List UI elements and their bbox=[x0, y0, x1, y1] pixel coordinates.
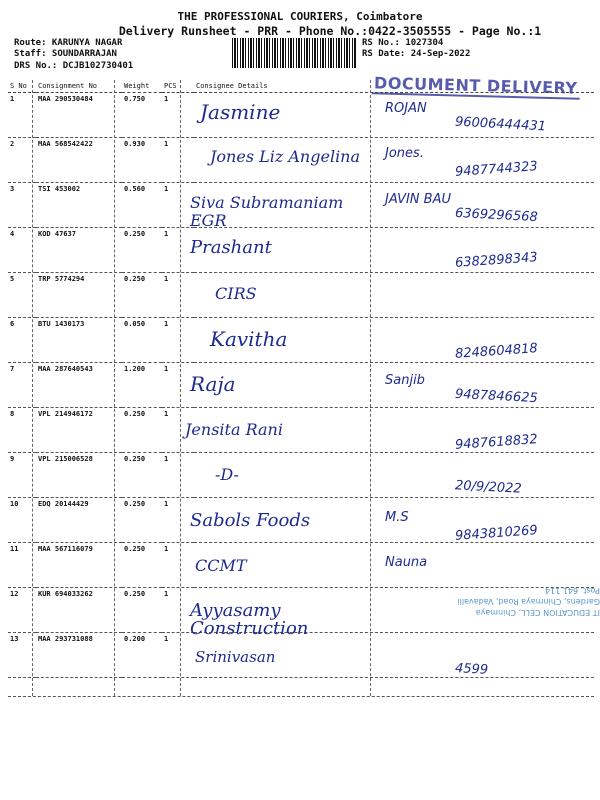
cell-consignment: MAA 568542422 bbox=[38, 140, 93, 148]
handwritten-consignee: CIRS bbox=[215, 283, 257, 303]
col-sno: S No bbox=[8, 80, 36, 93]
cell-pcs: 1 bbox=[164, 545, 169, 553]
cell-sno: 5 bbox=[10, 275, 15, 283]
cell-pcs: 1 bbox=[164, 635, 169, 643]
drs-label: DRS No.: DCJB102730401 bbox=[14, 61, 134, 71]
cell-pcs: 1 bbox=[164, 230, 169, 238]
cell-sno: 4 bbox=[10, 230, 15, 238]
cell-sno: 3 bbox=[10, 185, 15, 193]
cell-pcs: 1 bbox=[164, 320, 169, 328]
column-divider bbox=[32, 80, 33, 696]
cell-pcs: 1 bbox=[164, 185, 169, 193]
route-label: Route: KARUNYA NAGAR bbox=[14, 38, 123, 48]
table-row bbox=[8, 633, 594, 678]
handwritten-consignee: CCMT bbox=[195, 556, 247, 575]
cell-weight: 0.250 bbox=[124, 590, 146, 598]
cell-sno: 12 bbox=[10, 590, 19, 598]
cell-sno: 8 bbox=[10, 410, 15, 418]
handwritten-consignee: Jones Liz Angelina bbox=[210, 147, 361, 167]
cell-weight: 0.050 bbox=[124, 320, 146, 328]
cell-consignment: MAA 567116079 bbox=[38, 545, 93, 553]
table-header-row bbox=[8, 80, 594, 93]
cell-weight: 0.930 bbox=[124, 140, 146, 148]
cell-consignment: EDQ 20144429 bbox=[38, 500, 89, 508]
cell-consignment: KUR 694033262 bbox=[38, 590, 93, 598]
cell-consignee-area bbox=[194, 453, 594, 498]
table-bottom-rule bbox=[8, 696, 594, 697]
cell-consignment: VPL 215006528 bbox=[38, 455, 93, 463]
rs-date-label: RS Date: 24-Sep-2022 bbox=[362, 49, 471, 59]
cell-weight: 0.250 bbox=[124, 545, 146, 553]
cell-pcs: 1 bbox=[164, 95, 169, 103]
handwritten-consignee: Jensita Rani bbox=[185, 419, 283, 439]
cell-weight: 0.200 bbox=[124, 635, 146, 643]
col-weight: Weight bbox=[122, 80, 162, 93]
table-row bbox=[8, 273, 594, 318]
cell-consignment: BTU 1430173 bbox=[38, 320, 85, 328]
receiver-phone: 9843810269 bbox=[454, 522, 539, 544]
cell-consignment: TRP 5774294 bbox=[38, 275, 85, 283]
handwritten-consignee: Jasmine bbox=[200, 100, 281, 124]
receiver-signature: M.S bbox=[385, 509, 409, 525]
cell-weight: 0.250 bbox=[124, 500, 146, 508]
cell-weight: 0.250 bbox=[124, 230, 146, 238]
receiver-phone: 8248604818 bbox=[454, 341, 539, 362]
cell-sno: 1 bbox=[10, 95, 15, 103]
column-divider bbox=[180, 80, 181, 696]
cell-sno: 13 bbox=[10, 635, 19, 643]
cell-weight: 1.200 bbox=[124, 365, 146, 373]
handwritten-consignee: Siva Subramaniam EGR bbox=[190, 192, 344, 230]
column-divider bbox=[370, 80, 371, 696]
cell-consignment: MAA 293731088 bbox=[38, 635, 93, 643]
cell-weight: 0.560 bbox=[124, 185, 146, 193]
receiver-phone: 20/9/2022 bbox=[454, 478, 523, 497]
cell-weight: 0.250 bbox=[124, 410, 146, 418]
cell-sno: 6 bbox=[10, 320, 15, 328]
cell-consignment: VPL 214946172 bbox=[38, 410, 93, 418]
cell-pcs: 1 bbox=[164, 275, 169, 283]
handwritten-consignee: Raja bbox=[190, 372, 236, 397]
cell-consignment: KOD 47637 bbox=[38, 230, 76, 238]
receiver-signature: JAVIN BAU bbox=[385, 191, 451, 207]
column-divider bbox=[114, 80, 115, 696]
barcode bbox=[232, 38, 356, 68]
col-consignment: Consignment No bbox=[36, 80, 122, 93]
cell-sno: 9 bbox=[10, 455, 15, 463]
handwritten-consignee: Prashant bbox=[190, 237, 272, 259]
receiver-phone: 9487744323 bbox=[454, 159, 539, 181]
col-consignee: Consignee Details bbox=[194, 80, 594, 93]
company-title: THE PROFESSIONAL COURIERS, Coimbatore bbox=[177, 10, 423, 23]
handwritten-consignee: Ayyasamy Construction bbox=[190, 600, 309, 640]
education-cell-stamp: IT EDUCATION CELL, Chinmaya Gardens, Chinmaya Road, Vadavalli Post, 641 114 bbox=[457, 586, 600, 617]
receiver-phone: 96006444431 bbox=[454, 114, 547, 135]
cell-pcs: 1 bbox=[164, 455, 169, 463]
cell-pcs: 1 bbox=[164, 140, 169, 148]
handwritten-consignee: Kavitha bbox=[210, 327, 288, 351]
cell-pcs: 1 bbox=[164, 365, 169, 373]
cell-weight: 0.250 bbox=[124, 275, 146, 283]
receiver-phone: 4599 bbox=[454, 660, 489, 678]
handwritten-consignee: Srinivasan bbox=[195, 647, 276, 666]
cell-pcs: 1 bbox=[164, 410, 169, 418]
cell-sno: 2 bbox=[10, 140, 15, 148]
cell-sno: 10 bbox=[10, 500, 19, 508]
receiver-phone: 9487846625 bbox=[454, 387, 539, 407]
receiver-phone: 6382898343 bbox=[454, 250, 539, 272]
handwritten-consignee: Sabols Foods bbox=[190, 509, 311, 531]
cell-pcs: 1 bbox=[164, 500, 169, 508]
rs-no-label: RS No.: 1027304 bbox=[362, 38, 444, 48]
receiver-phone: 6369296568 bbox=[454, 205, 539, 225]
cell-weight: 0.750 bbox=[124, 95, 146, 103]
cell-consignment: TSI 453002 bbox=[38, 185, 81, 193]
document-delivery-stamp: DOCUMENT DELIVERY bbox=[372, 73, 580, 99]
runsheet-title: Delivery Runsheet - PRR - Phone No.:0422-3505555 - Page No.:1 bbox=[118, 24, 542, 38]
receiver-signature: ROJAN bbox=[385, 101, 427, 116]
cell-pcs: 1 bbox=[164, 590, 169, 598]
receiver-signature: Nauna bbox=[385, 555, 428, 570]
cell-consignment: MAA 287640543 bbox=[38, 365, 93, 373]
col-pcs: PCS bbox=[162, 80, 194, 93]
receiver-signature: Jones. bbox=[385, 146, 424, 162]
cell-sno: 7 bbox=[10, 365, 15, 373]
handwritten-consignee: -D- bbox=[215, 465, 239, 485]
cell-sno: 11 bbox=[10, 545, 19, 553]
receiver-phone: 9487618832 bbox=[454, 431, 539, 453]
receiver-signature: Sanjib bbox=[385, 373, 425, 389]
staff-label: Staff: SOUNDARRAJAN bbox=[14, 49, 117, 59]
cell-consignment: MAA 290530484 bbox=[38, 95, 93, 103]
cell-weight: 0.250 bbox=[124, 455, 146, 463]
